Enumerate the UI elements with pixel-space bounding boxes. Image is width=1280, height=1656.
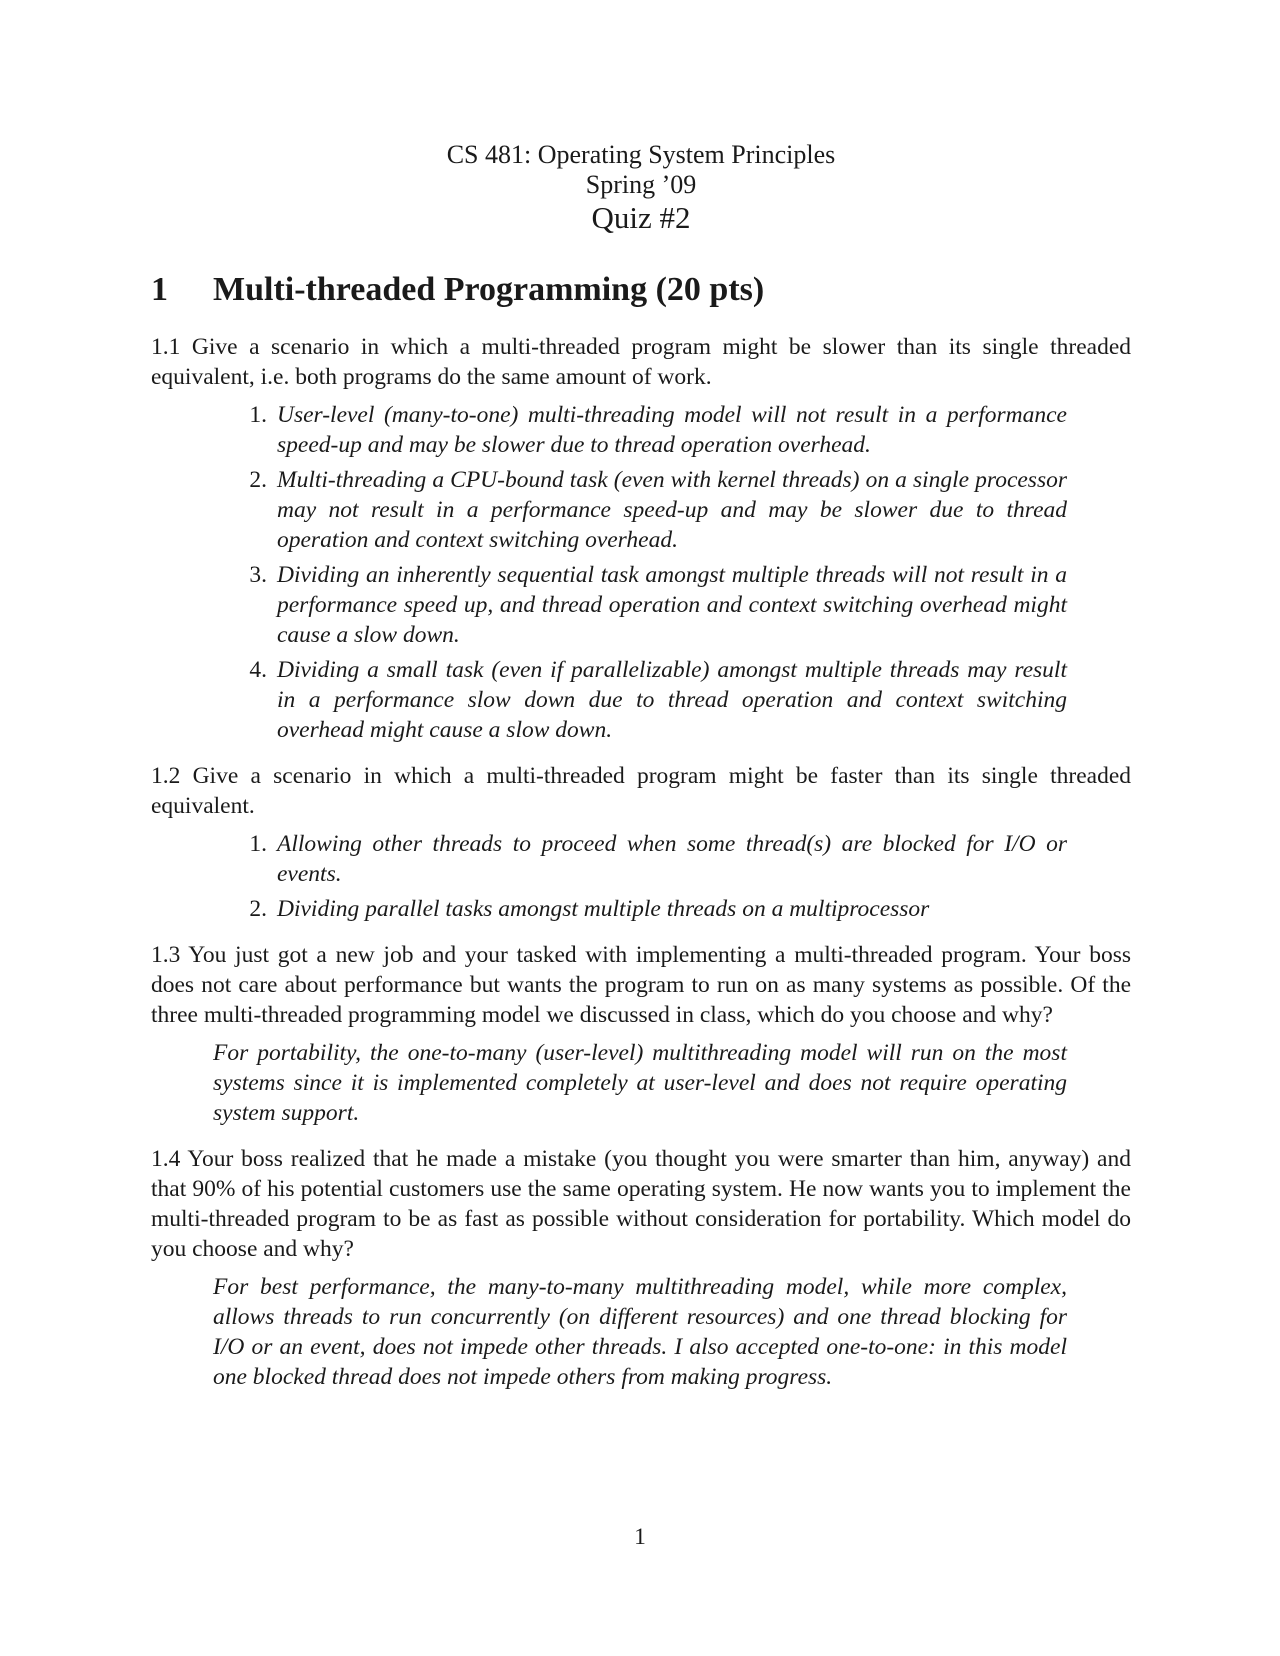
question-1-4: 1.4 Your boss realized that he made a mistake (you thought you were smarter than him, anyway) and that 90% of his potential customers use the same operating system. He now wants you to implement the multi-threaded program to be as fast as possible without consideration for portability. Which model do you choose and why? xyxy=(151,1146,1131,1262)
list-item xyxy=(151,655,1131,745)
answer-text: Dividing a small task (even if parallelizable) amongst multiple threads may result in a performance slow down due to thread operation and context switching overhead might cause a slow down. xyxy=(277,657,1067,743)
list-item xyxy=(151,465,1131,555)
question-1-3: 1.3 You just got a new job and your tasked with implementing a multi-threaded program. Your boss does not care about performance but wants the program to run on as many systems as possible. Of the three multi-threaded programming model we discussed in class, which do you choose and why? xyxy=(151,942,1131,1028)
title-block xyxy=(151,140,1131,236)
course-title: CS 481: Operating System Principles xyxy=(446,140,836,169)
section-number: 1 xyxy=(151,271,168,308)
quiz-title: Quiz #2 xyxy=(591,200,691,235)
question-1-2: 1.2 Give a scenario in which a multi-threaded program might be faster than its single threaded equivalent. xyxy=(151,763,1131,819)
answer-text: User-level (many-to-one) multi-threading model will not result in a performance speed-up and may be slower due to thread operation overhead. xyxy=(277,402,1067,458)
answer-text: Dividing an inherently sequential task amongst multiple threads will not result in a performance speed up, and thread operation and context switching overhead might cause a slow down. xyxy=(277,562,1067,648)
list-marker: 3. xyxy=(249,562,267,588)
section-title: Multi-threaded Programming (20 pts) xyxy=(213,271,765,308)
list-marker: 4. xyxy=(249,657,267,683)
list-item xyxy=(151,829,1131,889)
answer-text: Dividing parallel tasks amongst multiple threads on a multiprocessor xyxy=(277,896,930,922)
list-marker: 1. xyxy=(249,402,267,428)
answer-list-1-2 xyxy=(151,829,1131,924)
list-marker: 1. xyxy=(249,831,267,857)
term: Spring ’09 xyxy=(585,170,697,199)
question-1-1: 1.1 Give a scenario in which a multi-threaded program might be slower than its single threaded equivalent, i.e. both programs do the same amount of work. xyxy=(151,334,1131,390)
list-marker: 2. xyxy=(249,467,267,493)
answer-1-4: For best performance, the many-to-many multithreading model, while more complex, allows threads to run concurrently (on different resources) and one thread blocking for I/O or an event, does not impede other threads. I also accepted one-to-one: in this model one blocked thread does not impede others from making progress. xyxy=(213,1274,1067,1390)
answer-text: Multi-threading a CPU-bound task (even with kernel threads) on a single processor may not result in a performance speed-up and may be slower due to thread operation and context switching overhead. xyxy=(277,467,1067,553)
answer-text: Allowing other threads to proceed when some thread(s) are blocked for I/O or events. xyxy=(277,831,1067,887)
list-item xyxy=(151,560,1131,650)
page-number: 1 xyxy=(634,1524,646,1550)
section-heading xyxy=(151,270,1131,310)
list-item xyxy=(151,400,1131,460)
list-item xyxy=(151,894,1131,924)
answer-1-3: For portability, the one-to-many (user-level) multithreading model will run on the most systems since it is implemented completely at user-level and does not require operating system support. xyxy=(213,1040,1067,1126)
document-page xyxy=(151,140,1131,1392)
list-marker: 2. xyxy=(249,896,267,922)
answer-list-1-1 xyxy=(151,400,1131,745)
